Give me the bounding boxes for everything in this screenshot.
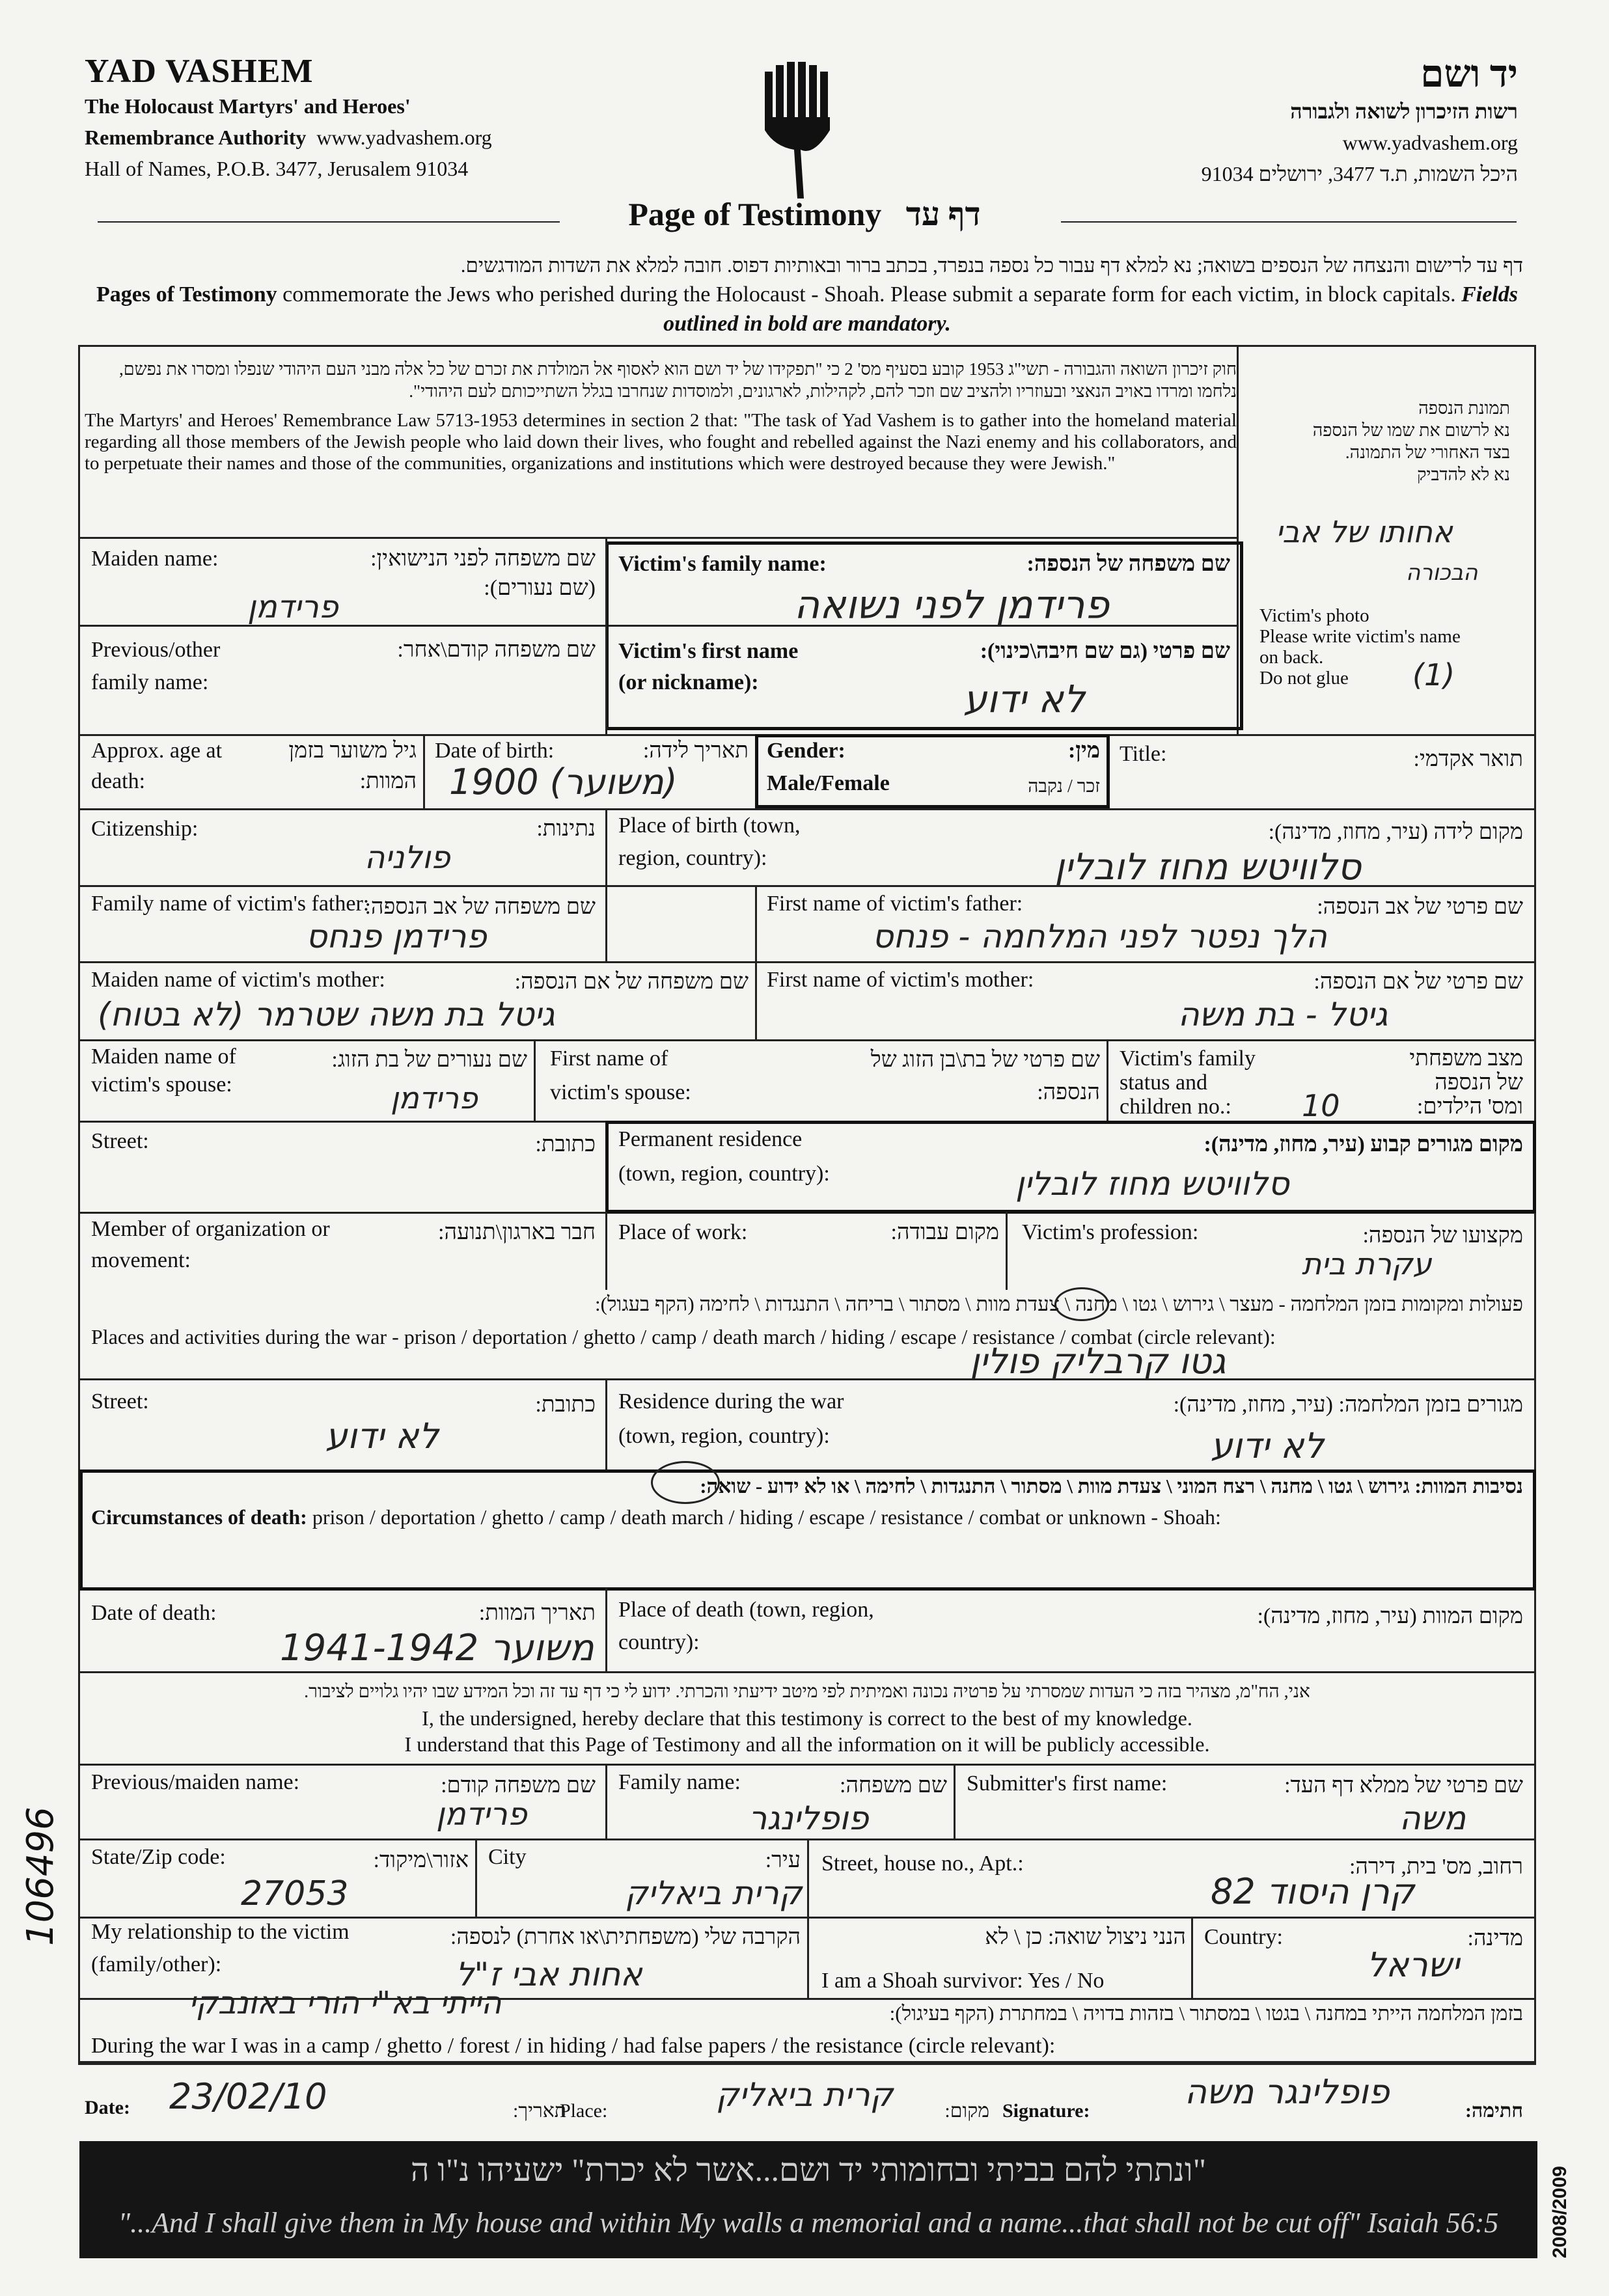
pob-label2: region, country):	[618, 846, 767, 870]
sub-family-label: Family name:	[618, 1770, 741, 1794]
perm-res-label: Permanent residence	[618, 1127, 803, 1151]
col-line	[475, 1838, 477, 1917]
row-line	[78, 1671, 1536, 1673]
header-en	[85, 52, 492, 184]
sub-prev-name-value[interactable]: פרידמן	[436, 1796, 527, 1833]
first-name-label2: (or nickname):	[618, 670, 759, 694]
father-family-value[interactable]: פרידמן פנחס	[306, 918, 487, 955]
spouse-maiden-label2: victim's spouse:	[91, 1073, 232, 1097]
pod-label: Place of death (town, region,	[618, 1598, 874, 1622]
first-name-label: Victim's first name	[618, 639, 799, 663]
intro-he: דף עד לרישום והנצחה של הנספים בשואה; נא למלא דף עבור כל נספה בנפרד, בכתב ברור ובאותיות דפוס. חובה למלא את השדות המודגשים.	[460, 254, 1523, 277]
spouse-first-label-he2: הנספה:	[1037, 1080, 1100, 1104]
col-line	[807, 1838, 809, 1917]
spouse-maiden-value[interactable]: פרידמן	[391, 1080, 478, 1115]
declaration-he: אני, הח"מ, מצהיר בזה כי העדות שמסרתי על פרטיה נכונה ואמיתית לפי מיטב ידיעתי והכרתי. ידוע לי כי דף עד זה וכל המידע שבו יהיו גלויים לציבור.	[304, 1682, 1310, 1702]
relation-value[interactable]: אחות אבי ז"ל	[456, 1956, 642, 1993]
col-line	[605, 537, 607, 734]
sub-war-label-he: בזמן המלחמה הייתי במחנה \ בגטו \ במסתור \ בזהות בדויה \ במחתרת (הקף בעיגול):	[889, 2002, 1523, 2025]
row-line	[78, 1764, 1536, 1766]
pod-label2: country):	[618, 1630, 700, 1654]
war-res-label: Residence during the war	[618, 1389, 844, 1414]
org-name-he: יד ושם	[1420, 53, 1518, 95]
col-line	[755, 885, 757, 1039]
family-status-value[interactable]: 10	[1302, 1088, 1340, 1123]
family-name-value[interactable]: פרידמן לפני נשואה	[794, 582, 1109, 628]
law-text	[85, 358, 1237, 474]
col-line	[1006, 1212, 1008, 1290]
mother-first-value[interactable]: גיטל - בת משה	[1178, 996, 1388, 1033]
archive-number: 106496	[20, 1807, 62, 1946]
photo-number: (1)	[1412, 657, 1455, 692]
country-label-he: מדינה:	[1467, 1926, 1523, 1950]
org-address-he: היכל השמות, ת.ד 3477, ירושלים 91034	[1201, 162, 1518, 185]
age-label-he2: המוות:	[359, 769, 417, 793]
family-status-label-he: מצב משפחתי	[1409, 1046, 1523, 1071]
spouse-first-label: First name of	[550, 1046, 668, 1071]
citizenship-value[interactable]: פולניה	[364, 840, 450, 876]
prev-name-label: Previous/other	[91, 638, 221, 662]
photo-instructions-en: Victim's photo Please write victim's name on back. Do not glue	[1259, 605, 1461, 689]
maiden-name-value[interactable]: פרידמן	[247, 589, 338, 625]
row-line	[78, 537, 1237, 539]
maiden-name-label-he: שם משפחה לפני הנישואין:	[370, 547, 596, 571]
org-url-en: www.yadvashem.org	[316, 126, 492, 149]
photo-note: אחותו של אבי	[1276, 514, 1453, 549]
dod-label: Date of death:	[91, 1601, 217, 1625]
col-line	[605, 1378, 607, 1469]
org-line1-en: The Holocaust Martyrs' and Heroes'	[85, 94, 411, 118]
law-he: חוק זיכרון השואה והגבורה - תשי"ג 1953 קובע בסעיף מס' 2 כי "תפקידו של יד ושם הוא לאסוף אל המולדת את זכרם של כל אלה מבני העם היהודי שנפלו ומסרו את נפשם, נלחמו ומרדו באויב הנאצי ובעוזריו ולהציב שם וזכר להם, לקהילות, לארגונים, ולמוסדות שנחרבו בגלל השתייכותם לעם היהודי".	[118, 359, 1237, 401]
mother-maiden-value[interactable]: גיטל בת משה שטרמר (לא בטוח)	[98, 996, 555, 1033]
relation-label2: (family/other):	[91, 1952, 222, 1976]
prev-name-label-he: שם משפחה קודם\אחר:	[397, 638, 596, 662]
gender-label-he2: זכר / נקבה	[1028, 776, 1100, 797]
col-line	[605, 1588, 607, 1671]
signature-label-he: חתימה:	[1465, 2100, 1523, 2122]
perm-res-value[interactable]: סלוויטש מחוז לובלין	[1015, 1165, 1289, 1203]
perm-res-label2: (town, region, country):	[618, 1162, 830, 1186]
org-name-en: YAD VASHEM	[85, 53, 314, 90]
col-line	[954, 1764, 956, 1838]
signature-label: Signature:	[1002, 2100, 1090, 2122]
gender-label2: Male/Female	[767, 771, 890, 795]
declaration-en2: I understand that this Page of Testimony and all the information on it will be publicly accessible.	[404, 1732, 1210, 1756]
quote-he: "ונתתי להם בביתי ובחומותי יד ושם...אשר לא יכרת" ישעיהו נ"ו ה	[410, 2152, 1207, 2188]
sub-first-value[interactable]: משה	[1399, 1799, 1466, 1837]
org-line1-he: רשות הזיכרון לשואה ולגבורה	[1290, 100, 1518, 123]
law-en: The Martyrs' and Heroes' Remembrance Law 5713-1953 determines in section 2 that: "The task of Yad Vashem is to gather into the homeland material regarding all those members of the Jewish people who laid down their lives, who fought and rebelled against the Nazi enemy and his collaborators, and to perpetuate their names and those of the communities, organizations and institutions which were destroyed because they were Jewish."	[85, 410, 1237, 474]
citizenship-label: Citizenship:	[91, 817, 199, 841]
page-title	[0, 195, 1609, 233]
pob-value[interactable]: סלוויטש מחוז לובלין	[1054, 846, 1362, 888]
col-line	[807, 1917, 809, 1998]
sub-family-value[interactable]: פופלינגר	[749, 1799, 869, 1837]
relation-label: My relationship to the victim	[91, 1920, 350, 1944]
spouse-maiden-label-he: שם נעורים של בת הזוג:	[331, 1048, 527, 1072]
first-name-value[interactable]: לא ידוע	[963, 677, 1085, 721]
zip-value[interactable]: 27053	[241, 1874, 349, 1913]
work-label: Place of work:	[618, 1220, 748, 1244]
row-line	[78, 808, 1536, 810]
pob-label-he: מקום לידה (עיר, מחוז, מדינה):	[1268, 820, 1523, 844]
place-value[interactable]: קרית ביאליק	[716, 2076, 894, 2114]
gender-label: Gender:	[767, 739, 846, 763]
street2-label-he: כתובת:	[535, 1393, 596, 1417]
street-label-he: כתובת:	[535, 1132, 596, 1156]
quote-banner	[79, 2141, 1537, 2258]
survivor-label-he: הנני ניצול שואה: כן \ לא	[985, 1925, 1186, 1949]
date-value[interactable]: 23/02/10	[169, 2076, 327, 2117]
circumstances-label-he: נסיבות המוות: גירוש \ גטו \ מחנה \ רצח המוני \ צעדת מוות \ מסתור \ התנגדות \ לחימה \ או לא ידוע - שואה:	[700, 1475, 1523, 1497]
place-label-he: מקום:	[944, 2100, 989, 2122]
signature-value[interactable]: פופלינגר משה	[1185, 2073, 1390, 2112]
photo-note2: הבכורה	[1406, 560, 1478, 586]
org-line2-en: Remembrance Authority www.yadvashem.org	[85, 126, 492, 149]
row-line	[78, 1039, 1536, 1041]
col-line	[534, 1039, 536, 1121]
prev-name-label2: family name:	[91, 670, 209, 694]
member-label2: movement:	[91, 1248, 191, 1272]
col-line	[605, 1764, 607, 1838]
street2-label: Street:	[91, 1389, 149, 1414]
spouse-first-label-he: שם פרטי של בת\בן הזוג של	[870, 1048, 1100, 1072]
ghetto-circle	[1054, 1287, 1109, 1321]
war-places-value[interactable]: גטו קרבליק פולין	[970, 1341, 1226, 1382]
spouse-first-label2: victim's spouse:	[550, 1080, 691, 1104]
date-label-he: תאריך:	[513, 2100, 566, 2122]
family-status-label: Victim's family	[1120, 1046, 1256, 1071]
col-line	[423, 734, 425, 808]
dob-label: Date of birth:	[435, 739, 555, 763]
profession-label-he: מקצועו של הנספה:	[1362, 1223, 1523, 1248]
dob-value[interactable]: 1900 (משוער)	[449, 761, 678, 802]
father-first-label-he: שם פרטי של אב הנספה:	[1317, 895, 1523, 919]
war-places-label-he: פעולות ומקומות בזמן המלחמה - מעצר \ גירוש \ גטו \ מחנה \ צעדת מוות \ מסתור \ בריחה \ התנגדות \ לחימה (הקף בעגול):	[595, 1292, 1523, 1315]
age-label: Approx. age at	[91, 739, 223, 763]
intro	[91, 251, 1523, 338]
sub-first-label: Submitter's first name:	[967, 1771, 1168, 1796]
title-field-label: Title:	[1120, 742, 1167, 766]
father-family-label-he: שם משפחה של אב הנספה:	[364, 895, 596, 919]
sub-war-label: During the war I was in a camp / ghetto / forest / in hiding / had false papers / the resistance (circle relevant):	[91, 2034, 1056, 2058]
page-title-en: Page of Testimony	[628, 196, 882, 232]
age-label2: death:	[91, 769, 146, 793]
mother-first-label-he: שם פרטי של אם הנספה:	[1313, 970, 1523, 994]
survivor-label[interactable]: I am a Shoah survivor: Yes / No	[821, 1969, 1105, 1993]
work-label-he: מקום עבודה:	[890, 1220, 999, 1244]
date-label: Date:	[85, 2097, 130, 2118]
family-status-label2: status and	[1120, 1071, 1208, 1095]
street-label: Street:	[91, 1129, 149, 1153]
row-line	[78, 2063, 1536, 2065]
title-field-label-he: תואר אקדמי:	[1413, 747, 1523, 771]
perm-res-label-he: מקום מגורים קבוע (עיר, מחוז, מדינה):	[1203, 1132, 1523, 1156]
col-line	[1191, 1917, 1193, 1998]
sub-prev-name-label: Previous/maiden name:	[91, 1770, 300, 1794]
profession-value[interactable]: עקרת בית	[1302, 1246, 1432, 1281]
circumstances-label-en: Circumstances of death: prison / deportation / ghetto / camp / death march / hiding / escape / resistance / combat or unknown - Shoah:	[91, 1505, 1221, 1529]
org-url-he: www.yadvashem.org	[1342, 131, 1518, 154]
father-family-label: Family name of victim's father:	[91, 892, 370, 916]
street2-value[interactable]: לא ידוע	[325, 1415, 439, 1456]
citizenship-label-he: נתינות:	[536, 817, 596, 841]
mother-maiden-label: Maiden name of victim's mother:	[91, 968, 385, 992]
family-status-label-he3: ומס' הילדים:	[1416, 1095, 1523, 1119]
sub-street-label-he: רחוב, מס' בית, דירה:	[1349, 1855, 1523, 1879]
father-first-value[interactable]: הלך נפטר לפני המלחמה - פנחס	[872, 918, 1327, 955]
first-name-label-he: שם פרטי (גם שם חיבה\כינוי):	[980, 639, 1230, 663]
pob-label: Place of birth (town,	[618, 813, 801, 838]
family-name-label-he: שם משפחה של הנספה:	[1026, 552, 1230, 576]
row-line	[78, 961, 1536, 963]
zip-label-he: אזור\מיקוד:	[373, 1848, 469, 1872]
dob-label-he: תאריך לידה:	[642, 739, 749, 763]
war-res-label-he: מגורים בזמן המלחמה: (עיר, מחוז, מדינה):	[1173, 1393, 1523, 1417]
photo-instructions-he: תמונת הנספה נא לרשום את שמו של הנספה בצד האחורי של התמונה. נא לא להדביק	[1312, 398, 1510, 484]
col-line	[605, 808, 607, 961]
member-label-he: חבר בארגון\תנועה:	[438, 1220, 596, 1244]
sub-prev-name-label-he: שם משפחה קודם:	[441, 1773, 596, 1797]
family-status-label3: children no.:	[1120, 1095, 1231, 1119]
war-places-label: Places and activities during the war - prison / deportation / ghetto / camp / death march / hiding / escape / resistance / combat (circle relevant):	[91, 1325, 1276, 1348]
quote-en: "...And I shall give them in My house and within My walls a memorial and a name...that shall not be cut off" Isaiah 56:5	[118, 2207, 1499, 2239]
maiden-name-label-he2: (שם נעורים):	[484, 576, 596, 600]
dod-label-he: תאריך המוות:	[478, 1601, 596, 1625]
row-line	[78, 1378, 1536, 1380]
place-label: Place:	[560, 2100, 608, 2122]
page-title-he: דף עד	[905, 196, 981, 232]
city-label-he: עיר:	[765, 1848, 801, 1872]
unknown-circle	[651, 1461, 720, 1504]
col-line	[605, 1212, 607, 1290]
sub-street-label: Street, house no., Apt.:	[821, 1852, 1024, 1876]
gender-label-he: מין:	[1067, 739, 1100, 763]
intro-en: Pages of Testimony commemorate the Jews who perished during the Holocaust - Shoah. Please submit a separate form for each victim, in block capitals. Fields outlined in bold are mandatory.	[96, 282, 1519, 336]
mother-maiden-label-he: שם משפחה של אם הנספה:	[514, 970, 749, 994]
spouse-maiden-label: Maiden name of	[91, 1045, 236, 1069]
profession-label: Victim's profession:	[1022, 1220, 1199, 1244]
maiden-name-label: Maiden name:	[91, 547, 219, 571]
country-value[interactable]: ישראל	[1367, 1946, 1460, 1985]
sub-war-value[interactable]: הייתי בא"י הורי באונבקי	[189, 1985, 502, 2021]
header-he	[1202, 52, 1518, 189]
family-name-label: Victim's family name:	[618, 552, 827, 576]
declaration-en1: I, the undersigned, hereby declare that this testimony is correct to the best of my knowledge.	[422, 1706, 1192, 1730]
col-line	[1107, 1039, 1108, 1121]
pod-label-he: מקום המוות (עיר, מחוז, מדינה):	[1257, 1604, 1523, 1628]
mother-first-label: First name of victim's mother:	[767, 968, 1034, 992]
form-year-code: 2008/2009	[1549, 2166, 1571, 2258]
sub-first-label-he: שם פרטי של ממלא דף העד:	[1284, 1773, 1523, 1797]
city-label: City	[488, 1845, 527, 1869]
sub-family-label-he: שם משפחה:	[840, 1773, 947, 1797]
yad-vashem-logo	[762, 59, 833, 202]
country-label: Country:	[1204, 1925, 1283, 1949]
war-res-value[interactable]: לא ידוע	[1211, 1425, 1325, 1466]
org-address-en: Hall of Names, P.O.B. 3477, Jerusalem 91034	[85, 157, 469, 180]
father-first-label: First name of victim's father:	[767, 892, 1023, 916]
family-status-label-he2: של הנספה	[1435, 1071, 1523, 1095]
war-res-label2: (town, region, country):	[618, 1424, 830, 1448]
age-label-he: גיל משוער בזמן	[288, 739, 417, 763]
zip-label: State/Zip code:	[91, 1845, 226, 1869]
sub-street-value[interactable]: קרן היסוד 82	[1211, 1871, 1415, 1912]
declaration	[98, 1679, 1517, 1757]
member-label: Member of organization or	[91, 1217, 330, 1241]
city-value[interactable]: קרית ביאליק	[625, 1874, 803, 1912]
dod-value[interactable]: 1941-1942 משוער	[280, 1627, 594, 1669]
relation-label-he: הקרבה שלי (משפחתית\או אחרת) לנספה:	[450, 1925, 801, 1949]
